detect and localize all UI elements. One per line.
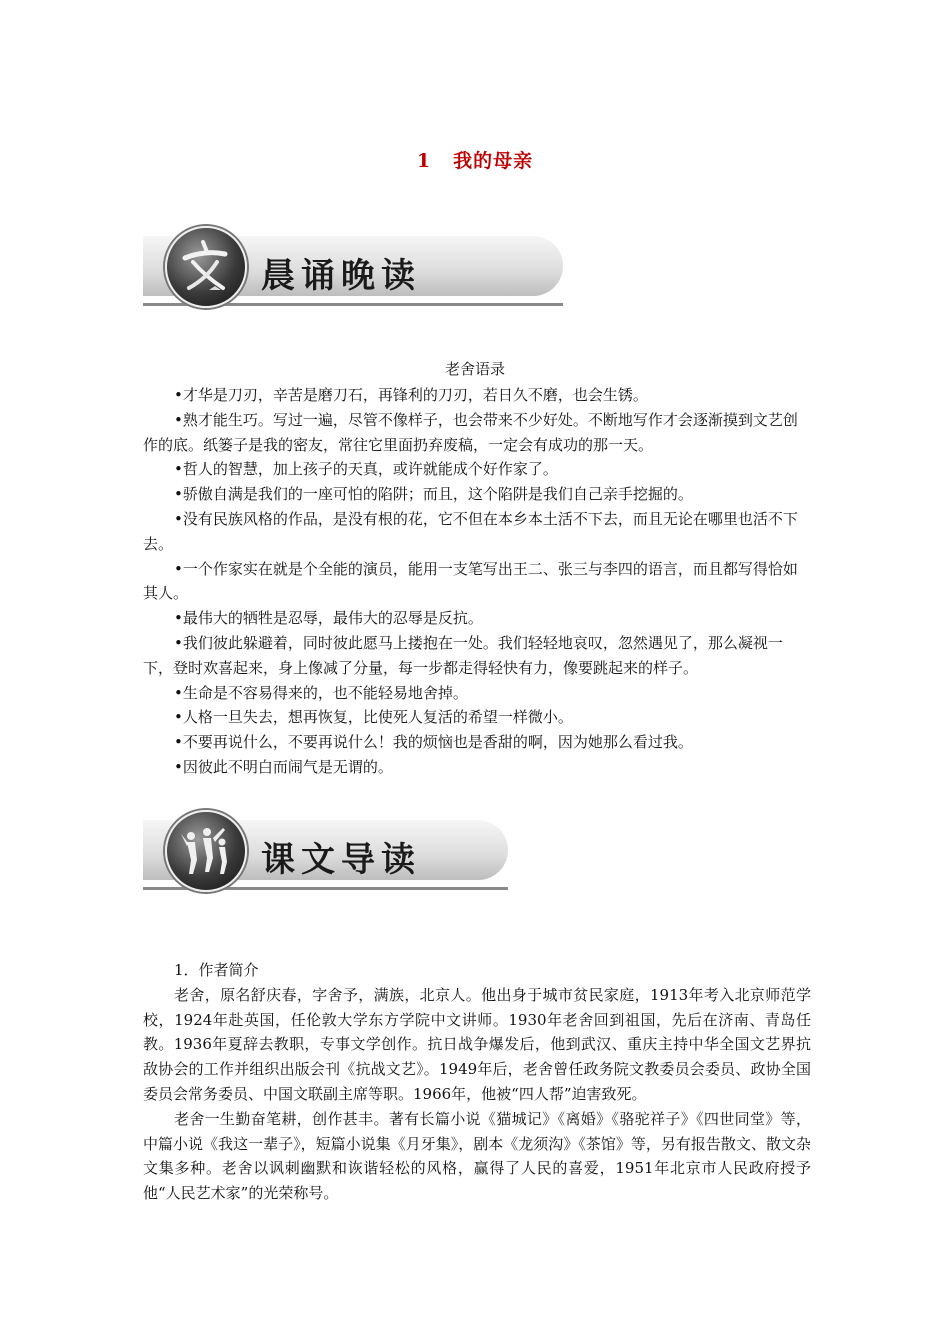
calligraphy-emblem-icon bbox=[165, 226, 247, 308]
author-intro bbox=[143, 958, 811, 1206]
quote-item: •没有民族风格的作品，是没有根的花，它不但在本乡本土活不下去，而且无论在哪里也活不下去。 bbox=[143, 509, 798, 553]
lesson-title bbox=[0, 146, 950, 173]
dancers-silhouette-icon bbox=[165, 810, 247, 892]
quote-item: •因彼此不明白而闹气是无谓的。 bbox=[174, 757, 393, 776]
banner-label: 课文导读 bbox=[261, 840, 421, 880]
quote-item: •我们彼此躲避着，同时彼此愿马上搂抱在一处。我们轻轻地哀叹，忽然遇见了，那么凝视一下，登时欢喜起来，身上像减了分量，每一步都走得轻快有力，像要跳起来的样子。 bbox=[143, 633, 783, 677]
intro-subhead: 1．作者简介 bbox=[174, 961, 259, 979]
lesson-title-text: 我的母亲 bbox=[453, 150, 534, 172]
quotes-heading: 老舍语录 bbox=[444, 360, 505, 378]
quote-item: •人格一旦失去，想再恢复，比使死人复活的希望一样微小。 bbox=[174, 708, 573, 727]
intro-paragraph: 老舍一生勤奋笔耕，创作甚丰。著有长篇小说《猫城记》《离婚》《骆驼祥子》《四世同堂》等，中篇小说《我这一辈子》，短篇小说集《月牙集》，剧本《龙须沟》《茶馆》等，另有报告散文、散文杂文集多种。老舍以讽刺幽默和诙谐轻松的风格，赢得了人民的喜爱，1951年北京市人民政府授予他“人民艺术家”的光荣称号。 bbox=[143, 1109, 811, 1203]
quote-item: •最伟大的牺牲是忍辱，最伟大的忍辱是反抗。 bbox=[174, 609, 483, 628]
quote-item: •哲人的智慧，加上孩子的天真，或许就能成个好作家了。 bbox=[174, 460, 558, 479]
quote-item: •生命是不容易得来的，也不能轻易地舍掉。 bbox=[174, 683, 468, 702]
quote-item: •熟才能生巧。写过一遍，尽管不像样子，也会带来不少好处。不断地写作才会逐渐摸到文艺创作的底。纸篓子是我的密友，常往它里面扔弃废稿，一定会有成功的那一天。 bbox=[143, 410, 798, 454]
quote-item: •一个作家实在就是个全能的演员，能用一支笔写出王二、张三与李四的语言，而且都写得恰如其人。 bbox=[143, 559, 798, 603]
quote-item: •骄傲自满是我们的一座可怕的陷阱；而且，这个陷阱是我们自己亲手挖掘的。 bbox=[174, 485, 693, 504]
banner-morning-reading bbox=[143, 226, 563, 310]
quote-item: •不要再说什么，不要再说什么！我的烦恼也是香甜的啊，因为她那么看过我。 bbox=[174, 733, 693, 752]
quotes-list bbox=[143, 383, 811, 780]
quote-item: •才华是刀刃，辛苦是磨刀石，再锋利的刀刃，若日久不磨，也会生锈。 bbox=[174, 386, 648, 404]
intro-paragraph: 老舍，原名舒庆春，字舍予，满族，北京人。他出身于城市贫民家庭，1913年考入北京师范学校，1924年赴英国，任伦敦大学东方学院中文讲师。1930年老舍回到祖国，先后在济南、青岛任教。1936年夏辞去教职，专事文学创作。抗日战争爆发后，他到武汉、重庆主持中华全国文艺界抗敌协会的工作并组织出版会刊《抗战文艺》。1949年后，老舍曾任政务院文教委员会委员、政协全国委员会常务委员、中国文联副主席等职。1966年，他被“四人帮”迫害致死。 bbox=[143, 985, 811, 1103]
banner-label: 晨诵晚读 bbox=[261, 256, 421, 296]
banner-text-guide bbox=[143, 810, 508, 894]
lesson-number: 1 bbox=[416, 150, 432, 172]
